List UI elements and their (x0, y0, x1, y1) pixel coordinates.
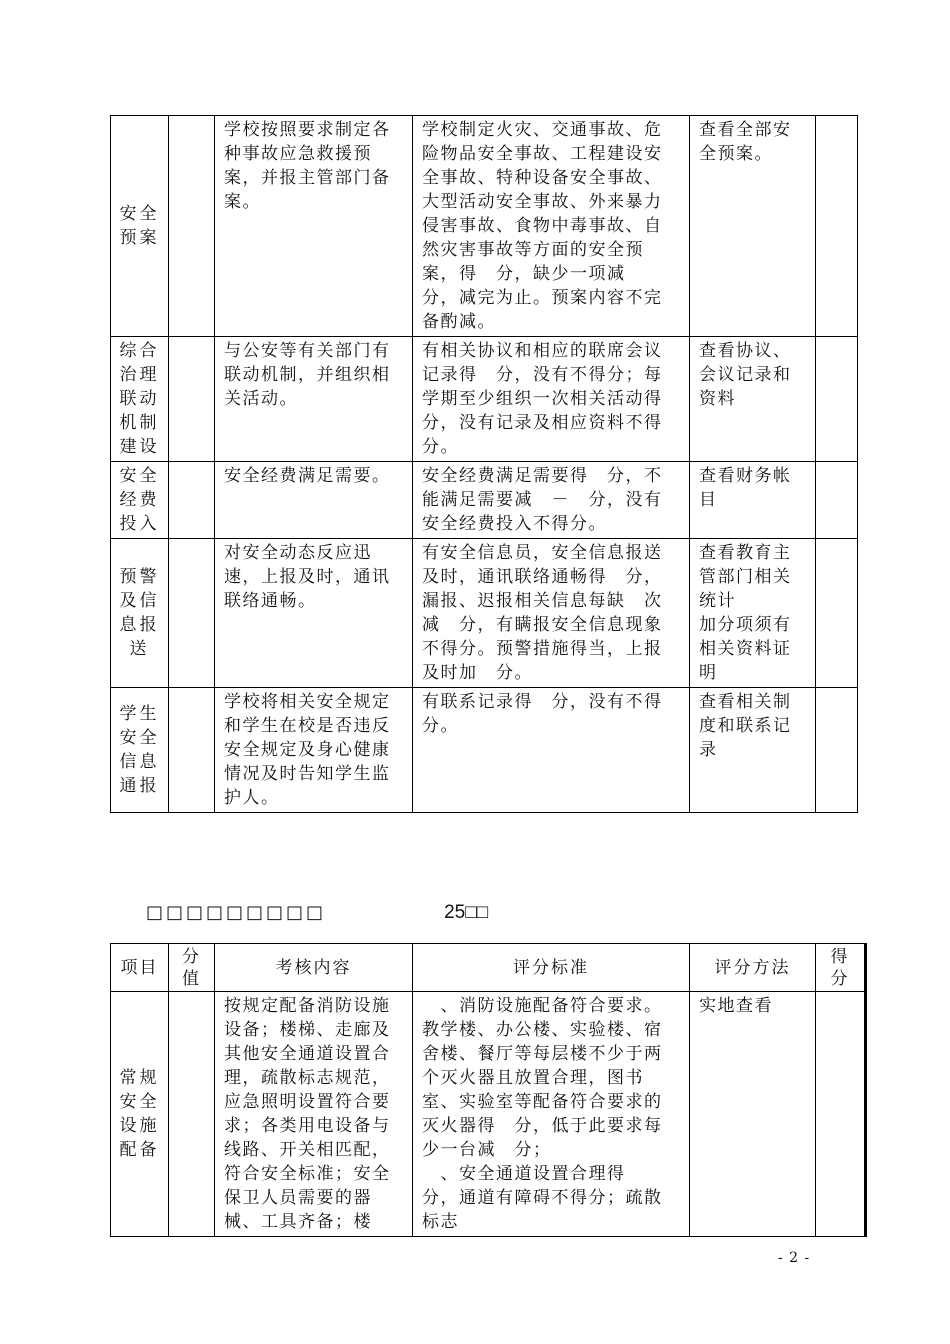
got-cell (816, 688, 858, 813)
assessment-table-2 (110, 943, 867, 1237)
assessment-table-1 (110, 115, 858, 813)
item-cell: 安全 预案 (111, 116, 169, 337)
content-cell: 按规定配备消防设施设备；楼梯、走廊及其他安全通道设置合理，疏散标志规范，应急照明设置符合要求；各类用电设备与线路、开关相匹配，符合安全标准；安全保卫人员需要的器械、工具齐备；楼 (215, 992, 413, 1237)
table-row (111, 992, 866, 1237)
standard-cell: 、消防设施配备符合要求。教学楼、办公楼、实验楼、宿舍楼、餐厅等每层楼不少于两个灭火器且放置合理，图书室、实验室等配备符合要求的灭火器得 分，低于此要求每少一台减 分； 、安全通道设置合理得 分，通道有障碍不得分；疏散标志 (413, 992, 690, 1237)
standard-cell: 有相关协议和相应的联席会议记录得 分，没有不得分；每学期至少组织一次相关活动得 分，没有记录及相应资料不得分。 (413, 337, 690, 462)
table-row (111, 539, 858, 688)
content-cell: 学校按照要求制定各种事故应急救援预案，并报主管部门备案。 (215, 116, 413, 337)
content-cell: 学校将相关安全规定和学生在校是否违反安全规定及身心健康情况及时告知学生监护人。 (215, 688, 413, 813)
score-cell (169, 462, 215, 539)
score-cell (169, 688, 215, 813)
header-content: 考核内容 (215, 944, 413, 992)
item-cell: 安全 经费 投入 (111, 462, 169, 539)
header-standard: 评分标准 (413, 944, 690, 992)
method-cell: 查看教育主管部门相关统计 加分项须有相关资料证明 (690, 539, 816, 688)
method-cell: 查看协议、会议记录和资料 (690, 337, 816, 462)
standard-cell: 学校制定火灾、交通事故、危险物品安全事故、工程建设安全事故、特种设备安全事故、大型活动安全事故、外来暴力侵害事故、食物中毒事故、自然灾害事故等方面的安全预案，得 分，缺少一项减 分，减完为止。预案内容不完备酌减。 (413, 116, 690, 337)
item-cell: 预警 及信 息报 送 (111, 539, 169, 688)
method-cell: 查看财务帐目 (690, 462, 816, 539)
section-title (146, 902, 488, 924)
header-item: 项目 (111, 944, 169, 992)
item-cell: 常规 安全 设施 配备 (111, 992, 169, 1237)
got-cell (816, 992, 866, 1237)
section-title-text: □□□□□□□□□ (146, 902, 327, 923)
score-cell (169, 337, 215, 462)
item-cell: 综合 治理 联动 机制 建设 (111, 337, 169, 462)
method-cell: 实地查看 (690, 992, 816, 1237)
table-row (111, 116, 858, 337)
section-points: 25□□ (444, 902, 489, 923)
score-cell (169, 992, 215, 1237)
standard-cell: 有安全信息员，安全信息报送及时，通讯联络通畅得 分，漏报、迟报相关信息每缺 次减 分，有瞒报安全信息现象不得分。预警措施得当，上报及时加 分。 (413, 539, 690, 688)
table-header-row (111, 944, 866, 992)
standard-cell: 安全经费满足需要得 分，不能满足需要减 － 分，没有安全经费投入不得分。 (413, 462, 690, 539)
got-cell (816, 116, 858, 337)
score-cell (169, 539, 215, 688)
header-method: 评分方法 (690, 944, 816, 992)
page-number: - 2 - (778, 1250, 811, 1266)
method-cell: 查看相关制度和联系记录 (690, 688, 816, 813)
got-cell (816, 462, 858, 539)
content-cell: 安全经费满足需要。 (215, 462, 413, 539)
score-cell (169, 116, 215, 337)
table-row (111, 688, 858, 813)
standard-cell: 有联系记录得 分，没有不得分。 (413, 688, 690, 813)
table-row (111, 337, 858, 462)
table-row (111, 462, 858, 539)
content-cell: 对安全动态反应迅速，上报及时，通讯联络通畅。 (215, 539, 413, 688)
got-cell (816, 337, 858, 462)
method-cell: 查看全部安全预案。 (690, 116, 816, 337)
got-cell (816, 539, 858, 688)
content-cell: 与公安等有关部门有联动机制，并组织相关活动。 (215, 337, 413, 462)
item-cell: 学生 安全 信息 通报 (111, 688, 169, 813)
header-score: 分 值 (169, 944, 215, 992)
header-got: 得 分 (816, 944, 866, 992)
